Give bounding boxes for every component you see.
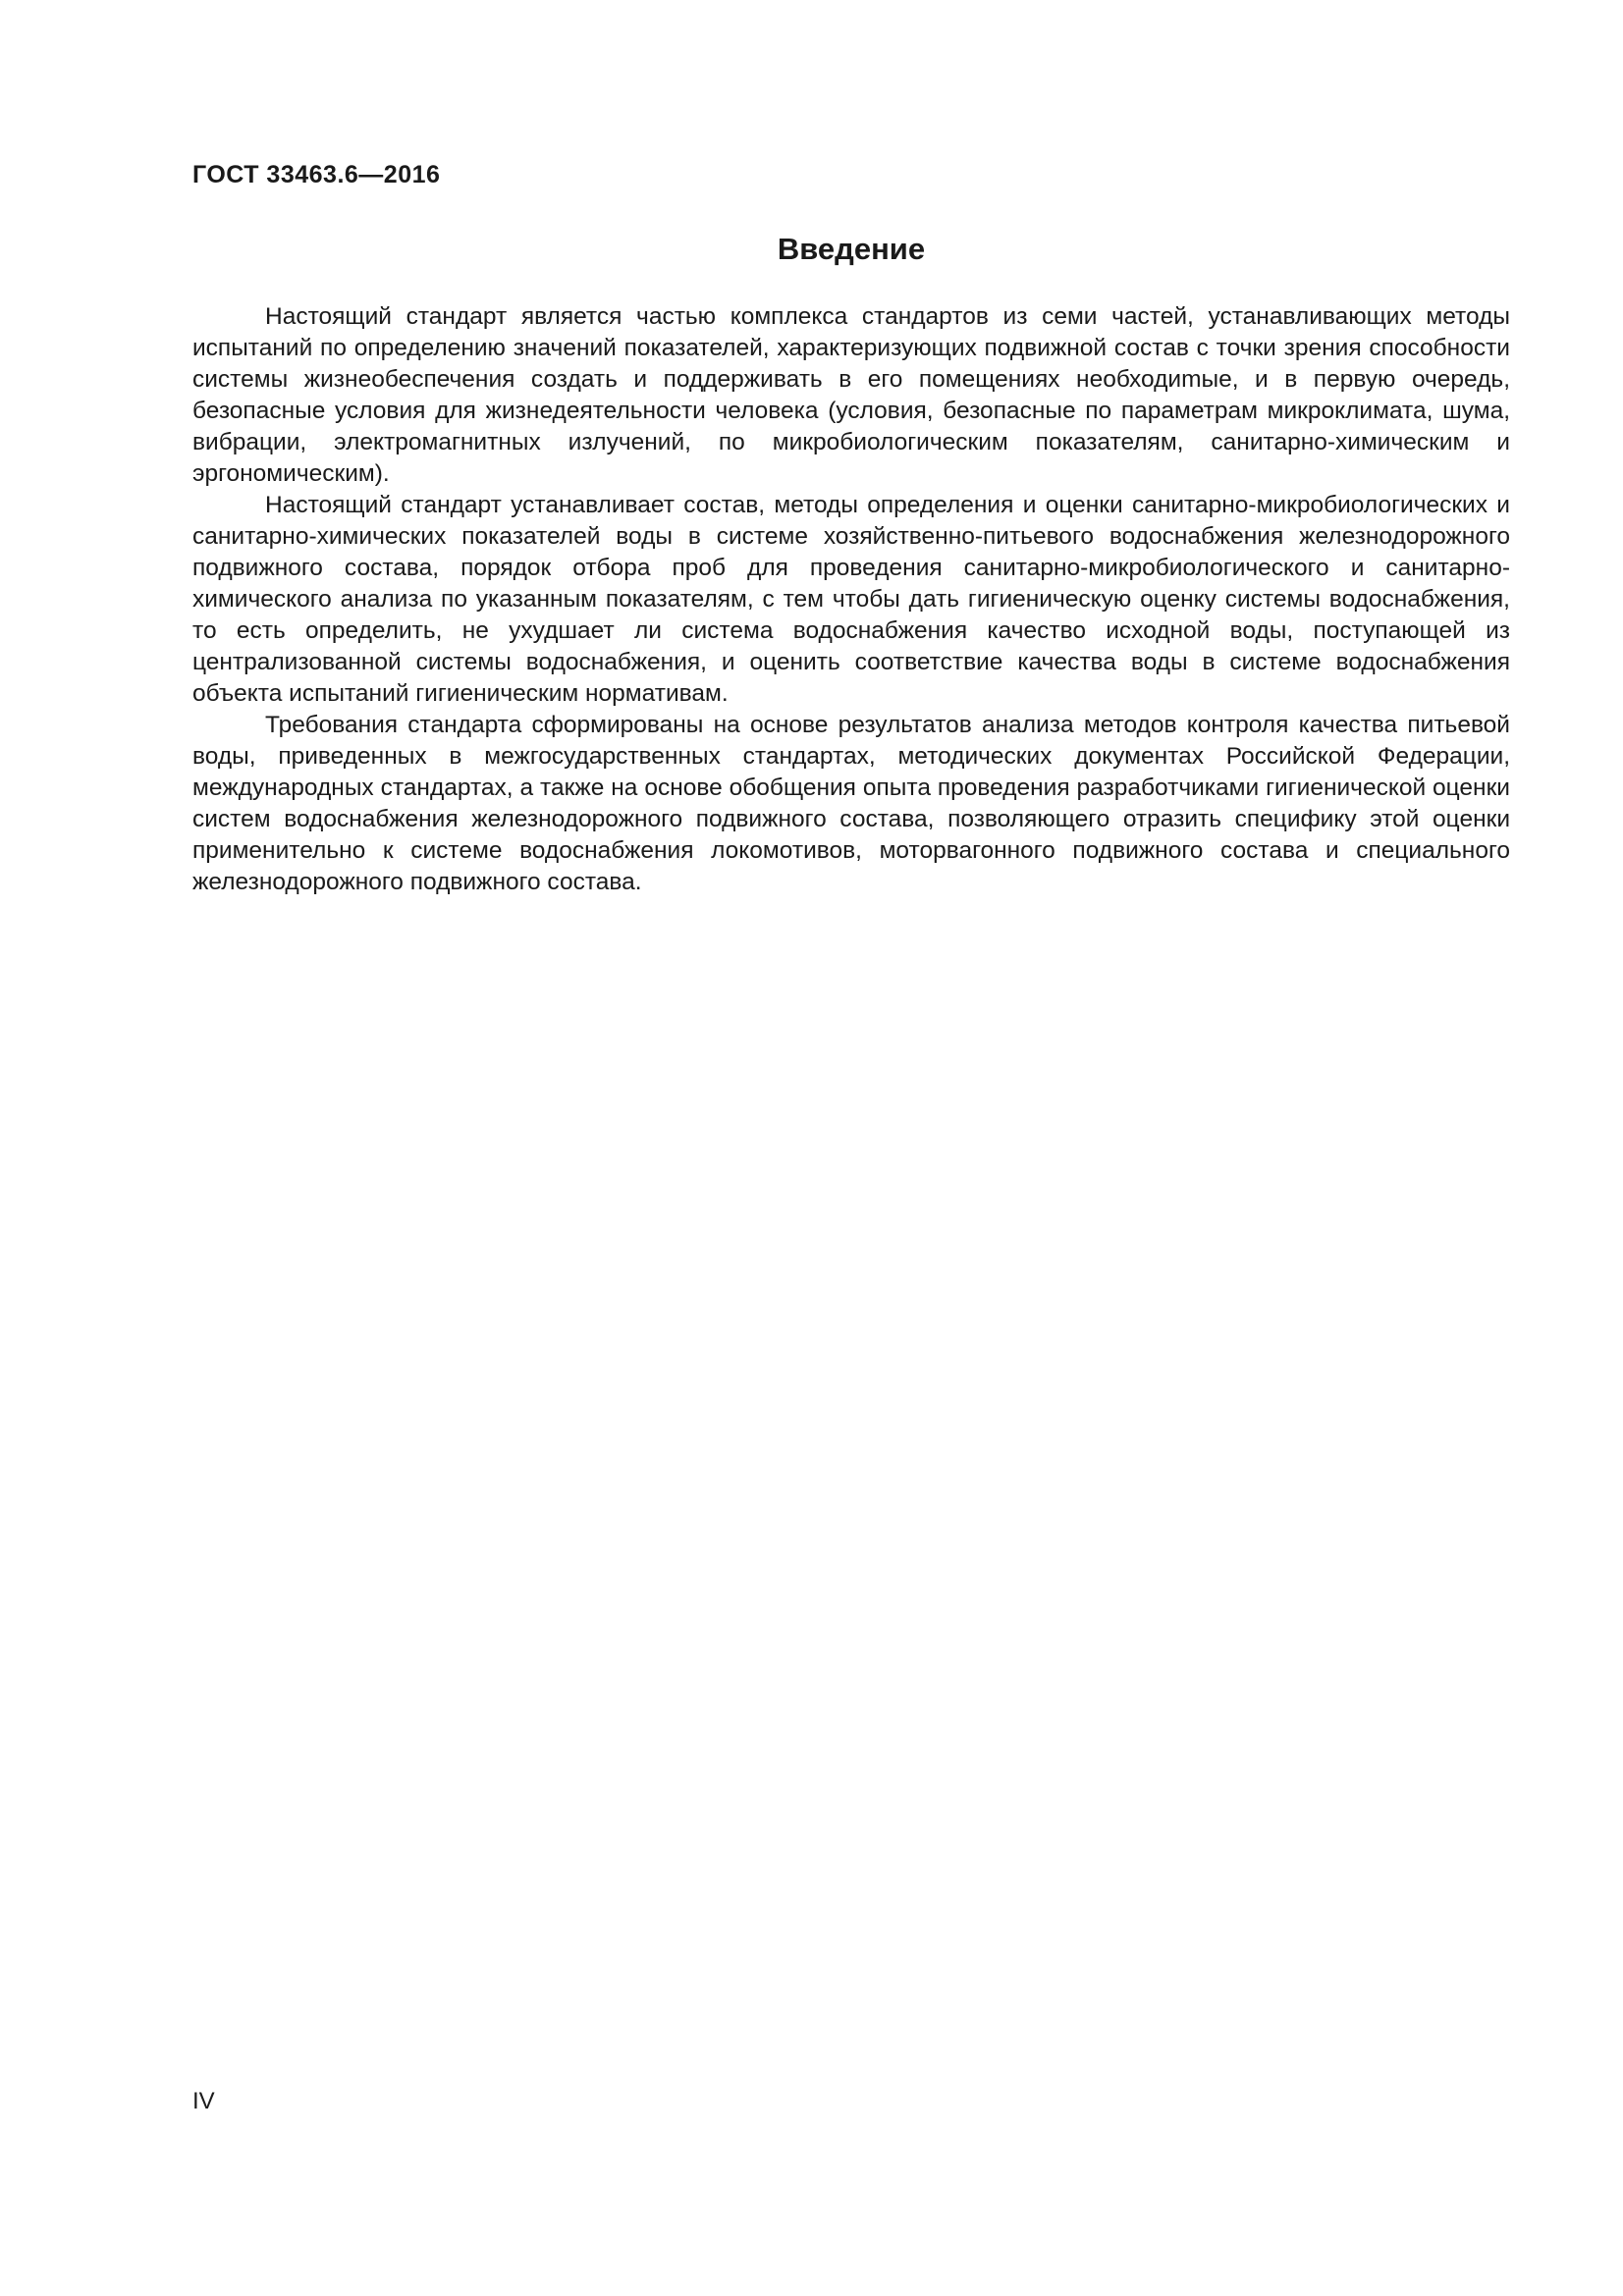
- body-text: [192, 301, 1510, 898]
- paragraph-1: Настоящий стандарт является частью комплекса стандартов из семи частей, устанавливающих методы испытаний по определению значений показателей, характеризующих подвижной состав с точки зрения способности системы жизнеобеспечения создать и поддерживать в его помещениях необходиmые, и в первую очередь, безопасные условия для жизнедеятельности человека (условия, безопасные по параметрам микроклимата, шума, вибрации, электромагнитных излучений, по микробиологическим показателям, санитарно-химическим и эргономическим).: [192, 303, 1510, 487]
- paragraph-3: Требования стандарта сформированы на основе результатов анализа методов контроля качества питьевой воды, приведенных в межгосударственных стандартах, методических документах Российской Федерации, международных стандартах, а также на основе обобщения опыта проведения разработчиками гигиенической оценки систем водоснабжения железнодорожного подвижного состава, позволяющего отразить специфику этой оценки применительно к системе водоснабжения локомотивов, моторвагонного подвижного состава и специального железнодорожного подвижного состава.: [192, 712, 1510, 895]
- page-number: IV: [192, 2088, 215, 2114]
- paragraph-2: Настоящий стандарт устанавливает состав, методы определения и оценки санитарно-микробиологических и санитарно-химических показателей воды в системе хозяйственно-питьевого водоснабжения железнодорожного подвижного состава, порядок отбора проб для проведения санитарно-микробиологического и санитарно-химического анализа по указанным показателям, с тем чтобы дать гигиеническую оценку системы водоснабжения, то есть определить, не ухудшает ли система водоснабжения качество исходной воды, поступающей из централизованной системы водоснабжения, и оценить соответствие качества воды в системе водоснабжения объекта испытаний гигиеническим нормативам.: [192, 492, 1510, 707]
- section-title: Введение: [777, 232, 926, 266]
- document-code-header: ГОСТ 33463.6—2016: [192, 161, 441, 188]
